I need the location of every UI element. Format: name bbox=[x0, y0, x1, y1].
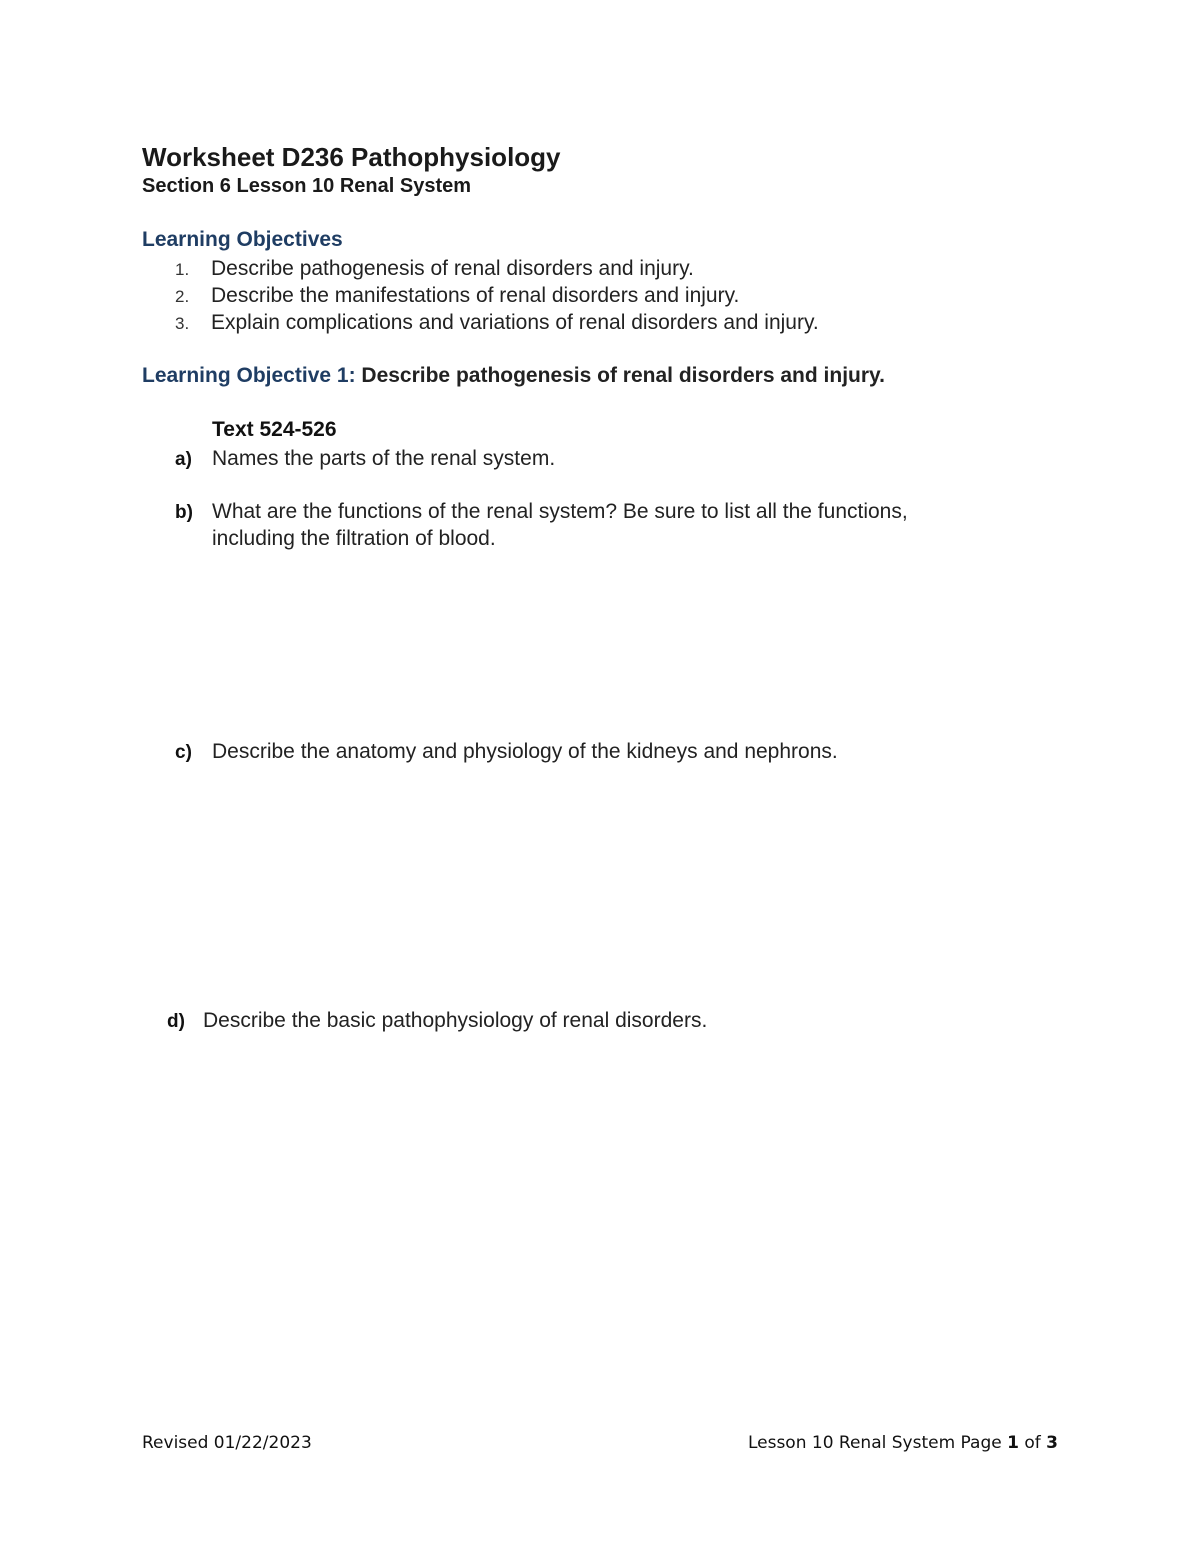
objective-1-text: Describe pathogenesis of renal disorders and injury. bbox=[355, 364, 885, 387]
footer-page-of: of bbox=[1018, 1433, 1047, 1453]
objective-list-item bbox=[175, 284, 739, 308]
footer-page-current: 1 bbox=[1007, 1433, 1019, 1453]
objective-number: 3. bbox=[175, 314, 190, 333]
question-letter: a) bbox=[175, 449, 192, 470]
objective-list-item bbox=[175, 257, 694, 281]
page-subtitle: Section 6 Lesson 10 Renal System bbox=[142, 175, 472, 197]
question-text: Describe the basic pathophysiology of renal disorders. bbox=[203, 1009, 708, 1032]
question-letter: b) bbox=[175, 502, 193, 523]
objective-text: Describe the manifestations of renal disorders and injury. bbox=[211, 284, 740, 307]
objective-text: Explain complications and variations of renal disorders and injury. bbox=[211, 311, 819, 334]
objective-list-item bbox=[175, 311, 819, 335]
page-title: Worksheet D236 Pathophysiology bbox=[142, 142, 561, 172]
question-text: What are the functions of the renal system? Be sure to list all the functions, bbox=[212, 500, 908, 523]
objective-1-label: Learning Objective 1: bbox=[142, 364, 356, 387]
text-reference: Text 524-526 bbox=[212, 418, 337, 441]
footer-page-number bbox=[748, 1433, 1058, 1453]
question-text: Names the parts of the renal system. bbox=[212, 447, 556, 470]
question-text-continued: including the filtration of blood. bbox=[212, 527, 496, 550]
footer-page-prefix: Lesson 10 Renal System Page bbox=[747, 1433, 1008, 1453]
objective-number: 2. bbox=[175, 287, 190, 306]
objective-1-heading bbox=[142, 364, 885, 388]
question-letter: d) bbox=[167, 1011, 185, 1032]
learning-objectives-heading: Learning Objectives bbox=[142, 228, 343, 251]
objective-number: 1. bbox=[175, 260, 190, 279]
question-text: Describe the anatomy and physiology of the kidneys and nephrons. bbox=[212, 740, 838, 763]
footer-revised-date: Revised 01/22/2023 bbox=[142, 1433, 312, 1453]
footer-page-total: 3 bbox=[1046, 1433, 1058, 1453]
question-letter: c) bbox=[175, 742, 192, 763]
objective-text: Describe pathogenesis of renal disorders and injury. bbox=[211, 257, 694, 280]
